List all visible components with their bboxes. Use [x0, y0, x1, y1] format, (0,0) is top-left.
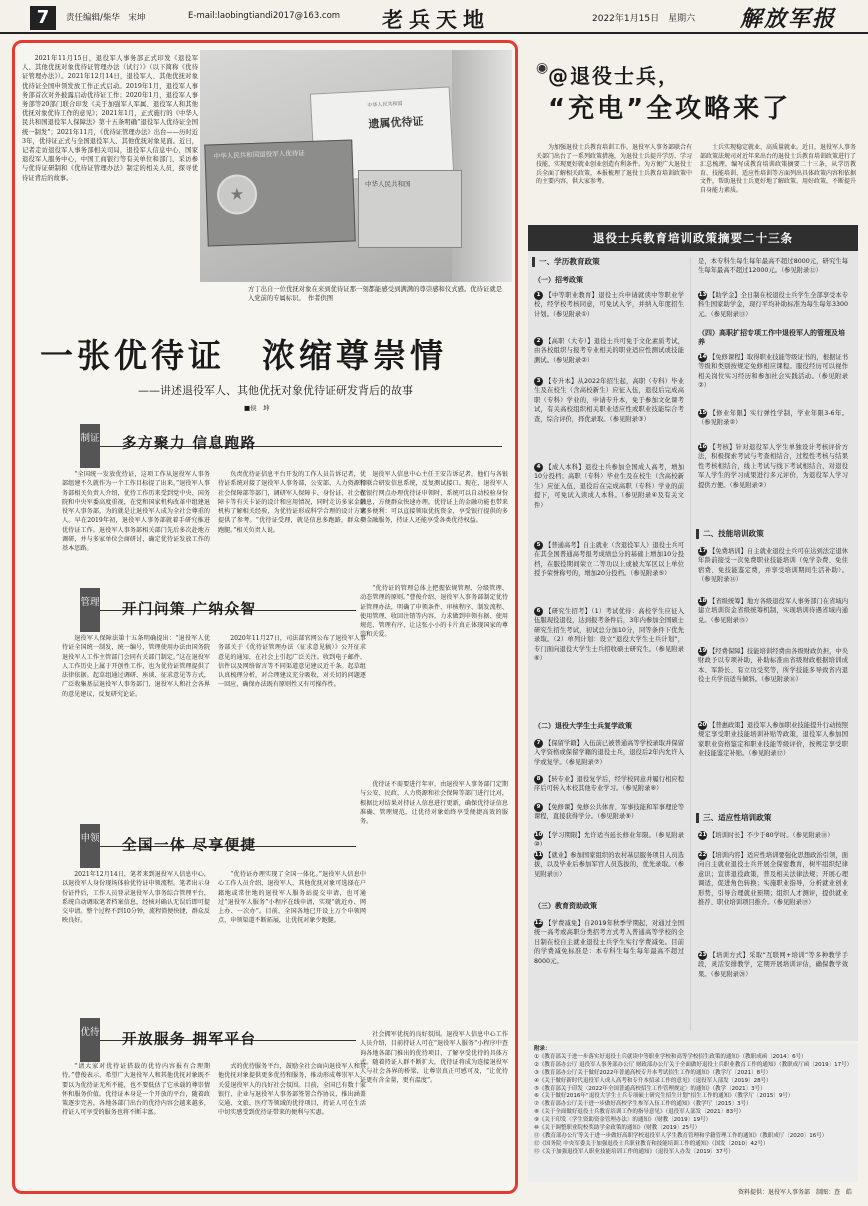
promo-intro-left: 为加强退役士兵教育培训工作，退役军人事务部联合有关部门出台了一系列政策措施，为退役士兵提升学历、学习技能、实现更好就业创业创造有利条件。为方便广大退役士兵全面了解相关政策，本报梳理了退役士兵教育培训政策中的主要内容，供大家参考。 [536, 144, 693, 186]
appendix-note: ①《教育部关于进一步落实好退役士兵就读中等职业学校和高等学校招生政策的通知》（教职成函〔2014〕6号） [534, 1053, 807, 1060]
cert-card-title: 中华人民共和国退役军人优待证 [213, 149, 305, 161]
policy-item-15 [698, 409, 848, 428]
policy-item-text: 【就业】参加国家组织的农村基层服务项目人员选拔，以及毕业后参加军官人员选拔的，优先录取。（参见附录⑪） [534, 852, 684, 878]
subhead-funding: （二）退役大学生士兵复学政策 [534, 722, 632, 730]
cert-back-title: 遗属优待证 [368, 114, 424, 131]
section-2-col-2: 2020年11月27日，司法部官网公布了退役军人事务部关于《优待证管理办法（征求意见稿）》公开征求意见的通知，在社会上引起广泛关注。收到电子邮件、信件以及网络留言等不同渠道意见建议近千条。起草组认真梳理分析，对合理建议充分吸收，对关切的问题逐一回应，确保办法既有原则性又有可操作性。 [218, 635, 366, 689]
feature-subheadline: ——讲述退役军人、其他优抚对象优待证研发背后的故事 [138, 384, 413, 397]
policy-item-3 [534, 377, 684, 424]
section-1-col-3: 退役军人信息中心主任王安告诉记者，他们与各银行联合研发信息系统，反复测试接口。现在，退役军人在银行网点办理优待证申领时，系统可以自动校验身份信息，方便群众快速办理。优待证上的金融功能也带来诸多便利：可以直接领取优抚资金，享受银行提供的多项金融服务，持证人还能享受各类优待权益。 [360, 471, 508, 525]
policy-item-17 [698, 547, 848, 585]
feature-byline: ■侯 坤 [244, 404, 270, 412]
policy-item-5 [534, 541, 684, 579]
feature-headline: 一张优待证 浓缩尊崇情 [40, 336, 447, 375]
digest-title: 退役士兵教育培训政策摘要二十三条 [528, 225, 858, 251]
item-number-badge: 11 [534, 852, 543, 858]
section-2-col-3: “优待证的管理总体上把握依规管理、分级管理、动态管理的原则。”曹俊介绍，退役军人事务部制定优待证管理办法，明确了申领条件、审核程序、制发流程、使用管理、收回注销等内容，力求做到申领有据、使用规范、管理有序，让这张小小的卡片真正体现国家的尊崇和关爱。 [360, 585, 508, 639]
digest-column-divider [690, 257, 691, 1031]
digest-credit: 资料提供：退役军人事务部 制图：查 皓 [737, 1189, 852, 1196]
appendix-note: ⑨《关于印发〈学生资助资金管理办法〉的通知》（财教〔2019〕19号） [534, 1117, 712, 1124]
policy-item-text: 【研究生招考】（1）考试优待：高校学生应征入伍服现役退役，达到报考条件后，3年内参加全国硕士研究生招生考试，初试总分加10分，同等条件下优先录取。（2）单列计划：设立“退役大学生士兵计划”，专门面向退役大学生士兵招收硕士研究生。（参见附录⑥） [534, 608, 684, 663]
policy-item-12-cont [698, 257, 848, 276]
appendix-label: 附录： [534, 1046, 551, 1052]
appendix-note: ⑩《关于调整职业院校奖助学金政策的通知》（财教〔2019〕25号） [534, 1125, 701, 1132]
policy-item-text: 【经费保障】技能培训经费由各级财政负担，中央财政予以专项补助，补助标准由省级财政根据培训成本、军龄长、有立功受奖等，所学技能多导致省内退役士兵学员适当倾斜。（参见附录⑯） [698, 648, 848, 684]
section-4-col-2: 式的优待服务平台，鼓励全社会面向退役军人和其他优抚对象提供更多优待和服务，推动形成尊崇军人、关爱退役军人的良好社会氛围。目前，全国已有数十家银行、企业与退役军人事务部签署合作协议，推出涵盖交通、文旅、医疗等领域的优待项目，持证人可在生活中切实感受到优待证带来的便利与实惠。 [218, 1063, 366, 1117]
section-tag-zhizheng: 制证 [80, 424, 100, 468]
policy-item-19 [698, 647, 848, 685]
policy-item-text: 【修业年限】实行弹性学制，学业年限3-6年。（参见附录②） [698, 410, 848, 427]
section-1-col-1: “全国统一发放优待证，这项工作从退役军人事务部组建不久就作为一个工作目标提了出来。”退役军人事务部相关负责人介绍，优待工作历来受到党中央、国务院和中央军委高度重视，在党和国家机构改革中组建退役军人事务部，为的就是让退役军人成为全社会尊重的人。早在2019年初，退役军人事务部就着手研究推进优待证工作。退役军人事务部相关部门先后多次赴地方调研，并与多家单位会商研讨，确定优待证发放工作的基本思路。 [62, 471, 210, 553]
policy-item-text: 【培训方式】采取“互联网+培训”等多种教学手段，灵活安排教学，定期开展培训评估，确保教学效果。（参见附录⑳） [698, 952, 848, 978]
promo-title: “充电”全攻略来了 [548, 94, 792, 124]
appendix-note: ⑥《关于做好2016年“退役大学生士兵专项硕士研究生招生计划”招生工作的通知》（教学厅〔2015〕9号） [534, 1093, 794, 1100]
feature-intro: 2021年11月15日，退役军人事务部正式印发《退役军人、其他优抚对象优待证管理办法（试行）》（以下简称《优待证管理办法》）。2021年12月14日，退役军人、其他优抚对象优待证全国申领发放工作正式启动。2019年1月，退役军人事务部首次对外披露启动优待证工作；2020年1月，退役军人事务部等20部门联合印发《关于加强军人军属、退役军人和其他优抚对象优待工作的意见》；2021年1月，正式施行的《中华人民共和国退役军人保障法》第十五条明确“退役军人优待证全国统一制发”；2021年11月，《优待证管理办法》出台——历时近3年，优待证正式与全国退役军人、其他优抚对象见面。近日，记者走访退役军人事务部相关司局，退役军人信息中心，国家退役军人服务中心，中国工商银行等有关单位和部门，采访参与优待证研制和《优待证管理办法》制定的相关人员，探寻优待证背后的故事。 [22, 55, 198, 182]
section-3-col-2: “优待证办理实现了全国一体化。”退役军人信息中心工作人员介绍，退役军人、其他优抚对象可选择在户籍地或常住地的退役军人服务站提交申请，也可通过“退役军人服务”小程序在线申请，实现“就近办、网上办、一次办”。目前，全国各地已开设上万个申领网点，申领渠道不断拓展，让优抚对象少跑腿。 [218, 871, 366, 925]
item-number-badge: 17 [698, 548, 707, 554]
policy-item-23 [698, 951, 848, 979]
item-number-badge: 9 [534, 803, 543, 812]
item-number-badge: 22 [698, 852, 707, 858]
at-sign-icon: ◉ [536, 60, 549, 76]
policy-item-13 [698, 291, 848, 319]
policy-item-20 [698, 721, 848, 759]
section-heading-2: 开门问策 广纳众智 [122, 602, 257, 618]
policy-item-text: 【考核】针对退役军人学生单独设计考核评价方法，积极探索考试与考查相结合，过程性考核与结果性考核相结合，线上考试与线下考试相结合，对退役军人学生的学习成果进行多元评价，为退役军人学习提供方便。（参见附录②） [698, 444, 848, 489]
cert-back-label: 中华人民共和国 [367, 100, 403, 109]
section-heading-4: 开放服务 拥军平台 [122, 1032, 257, 1048]
veteran-certificate-card [204, 139, 355, 246]
policy-item-21 [698, 831, 848, 840]
section-2-col-1: 退役军人保障法第十五条明确提出：“退役军人优待证全国统一制发，统一编号，管理使用办法由国务院退役军人工作主管部门会同有关部门制定。”这在退役军人工作历史上属于开创性工作，也为优待证管理提供了法律依据。起草组通过调研、座谈、征求意见等方式，广泛收集基层退役军人事务部门、退役军人和社会各界的意见建议，反复研究论证。 [62, 635, 210, 698]
appendix-note: ⑫《国务院 中央军委关于加强退役士兵职业教育和技能培训工作的通知》（国发〔2010〕42号） [534, 1140, 769, 1147]
policy-item-text: 【保留学籍】入伍前已被普通高等学校录取并保留入学资格或保留学籍的退役士兵，退役后2年内允许入学或复学。（参见附录⑦） [534, 740, 684, 766]
policy-item-14 [698, 353, 848, 391]
appendix-note: ⑦《教育部办公厅关于进一步做好高校学生参军入伍工作的通知》（教学厅〔2015〕3号） [534, 1101, 752, 1108]
item-number-badge: 19 [698, 648, 707, 654]
policy-item-16 [698, 443, 848, 490]
category-adaptive: 三、适应性培训政策 [696, 813, 771, 823]
policy-item-4 [534, 463, 684, 510]
promo-intro-right: 士兵实现稳定就业、高质量就业。近日，退役军人事务部政策法规司对近年来出台的退役士兵教育培训政策进行了汇总梳理，编写成教育培训政策摘要二十三条，从学历教育、技能培训、适应性培训等方面列出具体政策内容和依据文件，帮助退役士兵更好地了解政策、用好政策，不断提升自身能力素质。 [700, 144, 857, 194]
item-number-badge: 4 [534, 463, 543, 472]
policy-item-18 [698, 597, 848, 625]
item-number-badge: 6 [534, 607, 543, 616]
item-number-badge: 2 [534, 337, 543, 346]
subhead-education-aid: （三）教育资助政策 [534, 902, 597, 910]
national-emblem-icon: ★ [216, 174, 257, 215]
policy-item-6 [534, 607, 684, 663]
item-number-badge: 8 [534, 775, 543, 784]
policy-item-text: 【培训时长】不少于80学时。（参见附录⑱） [709, 832, 834, 839]
appendix-notes [528, 1044, 858, 1182]
item-number-badge: 14 [698, 354, 707, 360]
item-number-badge: 12 [534, 920, 543, 926]
policy-item-text: 【助学金】全日制在校退役士兵学生全部享受本专科生国家助学金，现行平均补助标准为每生每年3300元。（参见附录⑬） [698, 292, 848, 318]
section-4-col-1: “请大家对优待证搭载的优待内容报有合理期待。”曹俊表示，希望广大退役军人和其他优抚对象既不要以为优待证无所不能，也不要低估了它承载的尊崇情怀和服务价值。优待证本身是一个开放的平台，随着政策逐步完善，各地各部门出台的优待内容会越来越多，持证人可享受的服务也将不断丰富。 [62, 1063, 210, 1117]
policy-item-text: 【培训内容】适应性培训要强化思想政治引领，面向自主就业退役士兵开展全保密教育，树牢组织纪律意识；宣讲退役政策，普及相关法律法规；开展心理调适，促进角色转换；实施职业指导，分析就业创业形势，引导合理就业预期；组织人才测评，提供就业推荐、职业培训项目推介。（参见附录⑲） [698, 852, 848, 907]
appendix-note: ②《教育部办公厅 退役军人事务部办公厅 财政部办公厅关于全面做好退役士兵职业教育工作的通知》（教职成厅函〔2019〕17号） [534, 1061, 853, 1068]
appendix-note: ⑬《关于加强退役军人职业技能培训工作的通知》（退役军人办发〔2019〕37号） [534, 1148, 734, 1155]
section-3-col-3: 优待证不需要进行年审，由退役军人事务部门定期与公安、民政、人力资源和社会保障等部门进行比对，根据比对结果对持证人信息进行更新，确保优待证信息准确、管理规范，让优待对象始终享受便捷高效的服务。 [360, 781, 508, 826]
policy-item-text: 【中等职业教育】退役士兵申请就读中等职业学校，经学校考核同意，可免试入学，并纳入年度招生计划。（参见附录①） [534, 292, 684, 318]
section-tag-youdai: 优待 [80, 1018, 100, 1062]
item-number-badge: 7 [534, 739, 543, 748]
item-number-badge: 3 [534, 377, 543, 386]
item-number-badge: 20 [698, 722, 707, 728]
policy-item-8 [534, 775, 684, 794]
policy-item-text: 【普通高考】自主就业（含退役军人）退役士兵可在其全国普通高考报考成绩总分的基础上增加10分投档，在服役期间荣立二等功以上或被大军区以上单位授予荣誉称号的，增加20分投档。（参见附录⑤） [534, 542, 684, 578]
policy-item-10 [534, 831, 684, 850]
policy-item-11 [534, 851, 684, 879]
photo-caption: 方丁出自一位优抚对象在来到优待证那一刻都能感受到满满的尊崇感和仪式感。优待证就是入党前的专属标识。 作者供图 [248, 286, 502, 302]
category-skills: 二、技能培训政策 [696, 529, 764, 539]
section-4-col-3: 社会拥军优抚的良好氛围。退役军人信息中心工作人员介绍，目前持证人可在“退役军人服务”小程序中查询各地各部门推出的优待项目，了解享受优待的具体方式。随着持证人群不断扩大，优待证将成为连接退役军人与社会各界的桥梁，让尊崇真正可感可及，“让优待证更有含金量，更有温度”。 [360, 1031, 508, 1085]
section-3-col-1: 2021年12月14日，笔者来到退役军人信息中心，以退役军人身份现场体验优待证申领流程。笔者出示身份证件后，工作人员登录退役军人事务综合管理平台，系统自动调取笔者档案信息，经核对确认无误后即可提交申请。整个过程不到10分钟，流程简便快捷，群众反映良好。 [62, 871, 210, 925]
issue-date: 2022年1月15日 星期六 [592, 14, 696, 24]
item-number-badge: 10 [534, 832, 543, 838]
policy-item-2 [534, 337, 684, 365]
policy-item-1 [534, 291, 684, 319]
section-tag-guanli: 管理 [80, 588, 100, 632]
editor-credit: 责任编辑/柴华 宋坤 [66, 13, 146, 23]
appendix-note: ⑪《教育部办公厅等关于进一步做好高职学校退役军人学生教育管理和学籍管理工作的通知》（教职成厅〔2020〕16号） [534, 1132, 828, 1139]
policy-item-text: 【免修课程】取得职业技能等级证书的，根据证书等级和类别按规定免修相应课程。服役经历可以视作相关岗位实习经历和参加社会实践活动。（参见附录②） [698, 354, 848, 390]
item-number-badge: 21 [698, 832, 707, 838]
item-number-badge: 23 [698, 952, 707, 958]
section-heading-1: 多方聚力 信息跑路 [122, 436, 257, 452]
page-number: 7 [30, 6, 56, 30]
certificate-booklet [358, 170, 462, 248]
masthead [0, 0, 868, 34]
policy-item-22 [698, 851, 848, 907]
item-number-badge: 13 [698, 292, 707, 298]
policy-item-text: 【学费减免】自2019年秋季学期起，对通过全国统一高考或高职分类招考方式考入普通高等学校的全日制在校自主就业退役士兵学生实行学费减免。目前的学费减免标准是：本专科生每生每年最高不超过8000元。 [534, 920, 684, 965]
appendix-note: ⑤《教育部关于印发〈2022年全国普通高校招生工作管理规定〉的通知》（教学〔2021〕3号） [534, 1085, 766, 1092]
item-number-badge: 15 [698, 410, 707, 416]
subhead-enrollment: （一）招考政策 [534, 276, 583, 284]
policy-item-12 [534, 919, 684, 966]
policy-item-text: 【免修课】免修公共体育、军事技能和军事理论等课程，直接获得学分。（参见附录⑨） [534, 804, 684, 821]
item-number-badge: 1 [534, 291, 543, 300]
policy-item-text: 【转专业】退役复学后，经学校同意并履行相应程序后可转入本校其他专业学习。（参见附录⑧） [534, 776, 684, 793]
policy-item-text: 是，本专科生每生每年最高不超过8000元，研究生每生每年最高不超过12000元。（参见附录⑫） [698, 258, 848, 275]
appendix-note: ③《教育部办公厅关于做好2022年普通高校专升本考试招生工作的通知》（教学厅〔2021〕8号） [534, 1069, 772, 1076]
section-heading-3: 全国一体 尽享便捷 [122, 838, 257, 854]
policy-item-7 [534, 739, 684, 767]
certificate-photo [200, 50, 512, 282]
policy-item-text: 【学习期限】允许适当延长修业年限。（参见附录⑩） [534, 832, 684, 849]
newspaper-logo: 解放军报 [740, 6, 837, 32]
policy-item-9 [534, 803, 684, 822]
item-number-badge: 18 [698, 598, 707, 604]
cert-booklet-title: 中华人民共和国 [365, 180, 411, 188]
category-education: 一、学历教育政策 [532, 257, 600, 267]
policy-item-text: 【省级统筹】地方各级退役军人事务部门在省域内建立培训资金省级统筹机制，实现培训待遇省域内通兑。（参见附录⑮） [698, 598, 848, 624]
item-number-badge: 16 [698, 444, 707, 450]
policy-item-text: 【成人本科】退役士兵参加全国成人高考，增加10分投档；高职（专科）毕业生及在校生（含高校新生）应征入伍，退役后在完成高职（专科）学业的前提下，可免试入读成人本科。（参见附录④及有关文件） [534, 464, 684, 509]
item-number-badge: 5 [534, 541, 543, 550]
section-tag-shenling: 申领 [80, 824, 100, 868]
policy-item-text: 【普惠政策】退役军人参加职业技能提升行动按照规定享受职业技能培训补贴等政策，退役军人参加国家职业资格鉴定和职业技能等级评价，按规定享受职业技能鉴定补贴。（参见附录⑰） [698, 722, 848, 758]
section-1-col-2: 负责优待证信息平台开发的工作人员告诉记者，优待证系统对接了退役军人事务部、公安部、人力资源和社会保障部等部门，调研军人保障卡、身份证、社会保障卡等有关卡证的设计和应用情况，同时走访多家金融机构了解相关经验，为优待证形成科学合理的设计方案提供了参考。“优待证受理，就是信息多跑路，群众少跑腿。”相关负责人说。 [218, 471, 366, 534]
digest-panel [528, 251, 858, 1041]
subhead-support: （四）高职扩招专项工作中退役军人的管理及培养 [698, 329, 845, 346]
section-title: 老兵天地 [382, 8, 490, 32]
editor-email[interactable]: E-mail:laobingtiandi2017@163.com [188, 11, 341, 21]
policy-item-text: 【专升本】从2022年招生起，高职（专科）毕业生及在校生（含高校新生）应征入伍，退役后完成高职（专科）学业的，申请专升本，免于参加文化课考试，有关高校组织相关职业适应性或职业技能综合考查，综合评价，择优录取。（参见附录③） [534, 378, 684, 423]
policy-item-text: 【高职（大专）】退役士兵可免于文化素质考试，由各校组织与报考专业相关的职业适应性测试或技能测试。（参见附录②） [534, 338, 684, 364]
policy-item-text: 【免费培训】自主就业退役士兵可在达到法定退休年龄前接受一次免费职业技能培训（免学杂费、免住宿费、免技能鉴定费，并享受培训期间生活补助）。（参见附录⑭） [698, 548, 848, 584]
promo-pretitle: @退役士兵， [548, 64, 680, 88]
appendix-note: ⑧《关于全面做好退役士兵教育培训工作的指导意见》（退役军人部发〔2021〕83号） [534, 1109, 745, 1116]
appendix-note: ④《关于做好新时代退役军人成人高考和专升本招录工作的意见》（退役军人部发〔2019〕28号） [534, 1077, 772, 1084]
